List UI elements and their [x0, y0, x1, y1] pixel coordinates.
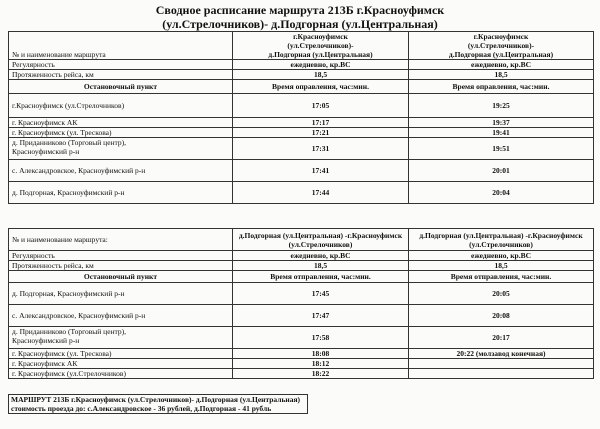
departure-time: 17:05: [233, 94, 409, 118]
length-value-2: 18,5: [409, 70, 594, 80]
stop-name: д. Подгорная, Красноуфимский р-н: [9, 283, 233, 305]
regularity-label: Регулярность: [9, 251, 233, 261]
regularity-value-2: ежедневно, кр.ВС: [409, 251, 594, 261]
departure-time: 19:37: [409, 118, 594, 128]
departure-time: 19:51: [409, 138, 594, 160]
regularity-value-1: ежедневно, кр.ВС: [233, 251, 409, 261]
departure-time: 20:22 (молзавод конечная): [409, 349, 594, 359]
route-header-2: д.Подгорная (ул.Центральная) -г.Красноуфимск (ул.Стрелочников): [409, 229, 594, 251]
stop-name: г. Красноуфимск (ул. Трескова): [9, 349, 233, 359]
document-title-line2: (ул.Стрелочников)- д.Подгорная (ул.Центральная): [162, 17, 438, 31]
regularity-value-2: ежедневно, кр.ВС: [409, 60, 594, 70]
time-column-header-2: Время отправления, час:мин.: [409, 271, 594, 283]
stop-name: г. Красноуфимск (ул.Стрелочников): [9, 369, 233, 379]
schedule-table-return: [8, 228, 594, 379]
stop-name: г. Красноуфимск (ул. Трескова): [9, 128, 233, 138]
length-value-2: 18,5: [409, 261, 594, 271]
schedule-table-outbound: [8, 31, 594, 204]
departure-time: 20:17: [409, 327, 594, 349]
departure-time: 19:25: [409, 94, 594, 118]
route-summary: МАРШРУТ 213Б г.Красноуфимск (ул.Стрелочников)- д.Подгорная (ул.Центральная): [8, 394, 308, 404]
time-column-header-2: Время оправления, час:мин.: [409, 80, 594, 94]
route-header-2: г.Красноуфимск (ул.Стрелочников)- д.Подгорная (ул.Центральная): [409, 32, 594, 60]
departure-time: 18:08: [233, 349, 409, 359]
time-column-header-1: Время отправления, час:мин.: [233, 271, 409, 283]
route-label: № и наименование маршрута:: [9, 229, 233, 251]
departure-time: 17:45: [233, 283, 409, 305]
fare-footer: [8, 394, 308, 414]
departure-time: 17:17: [233, 118, 409, 128]
stop-name: г. Красноуфимск АК: [9, 118, 233, 128]
stop-name: с. Александровское, Красноуфимский р-н: [9, 305, 233, 327]
departure-time: 20:05: [409, 283, 594, 305]
route-header-1: д.Подгорная (ул.Центральная) -г.Красноуфимск (ул.Стрелочников): [233, 229, 409, 251]
departure-time: 17:31: [233, 138, 409, 160]
stop-column-header: Остановочный пункт: [9, 271, 233, 283]
departure-time: 17:47: [233, 305, 409, 327]
regularity-value-1: ежедневно, кр.ВС: [233, 60, 409, 70]
departure-time: 20:04: [409, 182, 594, 204]
stop-name: д. Приданниково (Торговый центр), Красноуфимский р-н: [9, 138, 233, 160]
departure-time: 20:08: [409, 305, 594, 327]
stop-name: г. Красноуфимск АК: [9, 359, 233, 369]
departure-time: 17:21: [233, 128, 409, 138]
time-column-header-1: Время оправления, час:мин.: [233, 80, 409, 94]
departure-time: 18:12: [233, 359, 409, 369]
length-label: Протяженность рейса, км: [9, 261, 233, 271]
stop-name: д. Приданниково (Торговый центр), Красноуфимский р-н: [9, 327, 233, 349]
departure-time: [409, 369, 594, 379]
stop-name: г.Красноуфимск (ул.Стрелочников): [9, 94, 233, 118]
departure-time: [409, 359, 594, 369]
departure-time: 17:58: [233, 327, 409, 349]
departure-time: 17:41: [233, 160, 409, 182]
route-header-1: г.Красноуфимск (ул.Стрелочников)- д.Подгорная (ул.Центральная): [233, 32, 409, 60]
departure-time: 20:01: [409, 160, 594, 182]
length-value-1: 18,5: [233, 70, 409, 80]
stop-name: с. Александровское, Красноуфимский р-н: [9, 160, 233, 182]
stop-column-header: Остановочный пункт: [9, 80, 233, 94]
length-value-1: 18,5: [233, 261, 409, 271]
departure-time: 19:41: [409, 128, 594, 138]
departure-time: 17:44: [233, 182, 409, 204]
document-title-line1: Сводное расписание маршрута 213Б г.Красноуфимск: [155, 3, 445, 17]
route-label: № и наименование маршрута: [9, 32, 233, 60]
fare-info: стоимость проезда до: с.Александровское - 36 рублей, д.Подгорная - 41 рубль: [8, 404, 308, 414]
stop-name: д. Подгорная, Красноуфимский р-н: [9, 182, 233, 204]
regularity-label: Регулярность: [9, 60, 233, 70]
departure-time: 18:22: [233, 369, 409, 379]
length-label: Протяженность рейса, км: [9, 70, 233, 80]
